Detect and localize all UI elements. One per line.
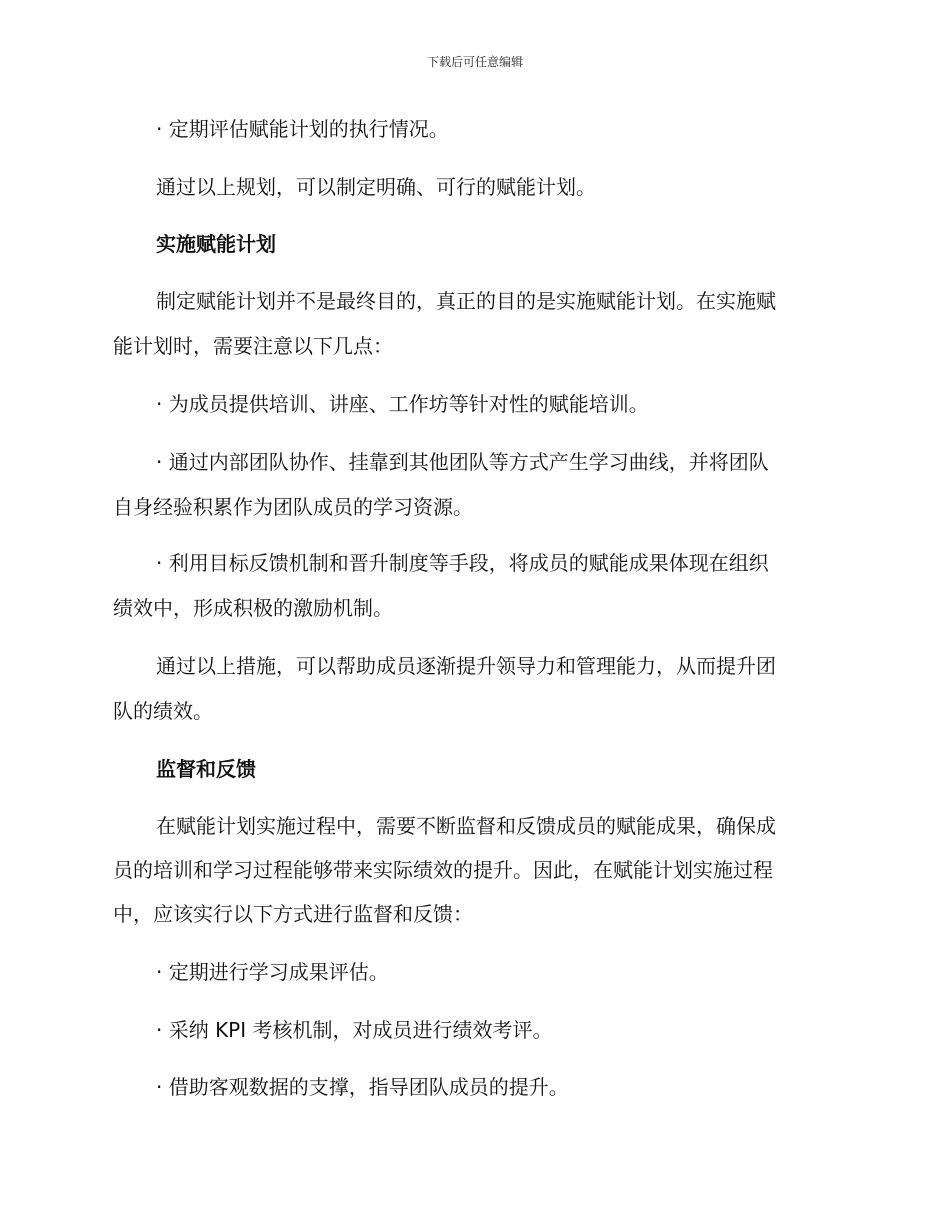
section-heading-supervision: 监督和反馈 [156,757,256,781]
bullet-paragraph: · 为成员提供培训、讲座、工作坊等针对性的赋能培训。 [156,392,649,416]
paragraph-line: 通过以上措施，可以帮助成员逐渐提升领导力和管理能力，从而提升团 [156,654,776,678]
bullet-paragraph: · 定期评估赋能计划的执行情况。 [156,117,449,141]
bullet-paragraph-line: · 利用目标反馈机制和晋升制度等手段，将成员的赋能成果体现在组织 [156,551,769,575]
paragraph-line: 中，应该实行以下方式进行监督和反馈： [113,902,473,926]
bullet-paragraph: · 采纳 KPI 考核机制，对成员进行绩效考评。 [156,1018,553,1042]
bullet-paragraph: · 定期进行学习成果评估。 [156,960,389,984]
paragraph-line: 员的培训和学习过程能够带来实际绩效的提升。因此，在赋能计划实施过程 [113,858,773,882]
paragraph-line: 制定赋能计划并不是最终目的，真正的目的是实施赋能计划。在实施赋 [156,289,776,313]
paragraph-line: 在赋能计划实施过程中，需要不断监督和反馈成员的赋能成果，确保成 [156,814,776,838]
paragraph-line: 队的绩效。 [113,699,213,723]
page-header: 下载后可任意编辑 [426,55,523,69]
paragraph-line: 能计划时，需要注意以下几点： [113,334,393,358]
paragraph: 通过以上规划，可以制定明确、可行的赋能计划。 [156,175,596,199]
bullet-paragraph-line: · 通过内部团队协作、挂靠到其他团队等方式产生学习曲线，并将团队 [156,450,769,474]
section-heading-implement: 实施赋能计划 [156,232,276,256]
bullet-paragraph: · 借助客观数据的支撑，指导团队成员的提升。 [156,1075,569,1099]
bullet-paragraph-line: 自身经验积累作为团队成员的学习资源。 [113,495,473,519]
bullet-paragraph-line: 绩效中，形成积极的激励机制。 [113,596,393,620]
